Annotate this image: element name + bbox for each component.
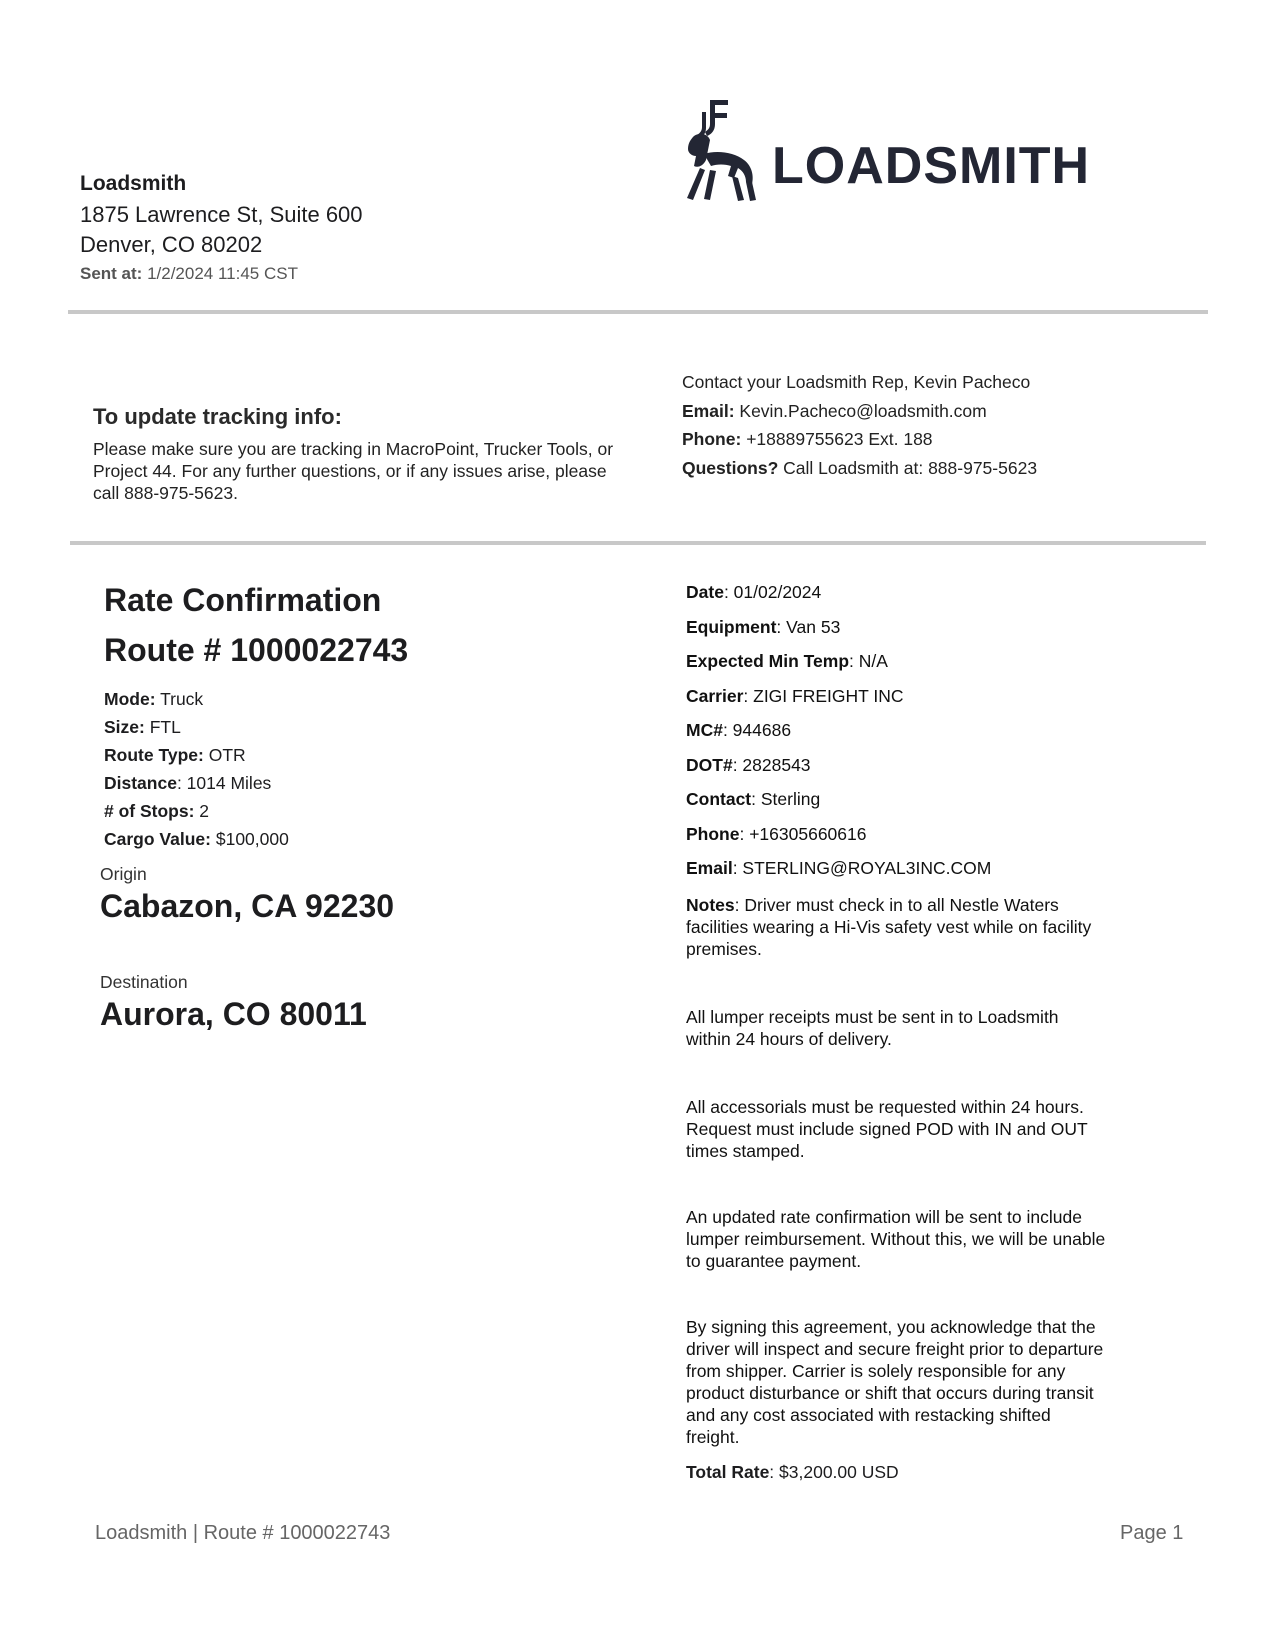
detail-label: DOT#: [686, 754, 733, 775]
detail-label: MC#: [686, 720, 723, 740]
contact-email-value[interactable]: Kevin.Pacheco@loadsmith.com: [739, 400, 987, 421]
destination-value: Aurora, CO 80011: [100, 996, 367, 1032]
sent-at-value: 1/2/2024 11:45 CST: [147, 264, 298, 283]
field-distance: [104, 769, 289, 797]
detail-dot: [686, 755, 991, 790]
detail-email: [686, 858, 991, 893]
footer-page-number: Page 1: [1120, 1522, 1184, 1544]
field-label: Mode:: [104, 689, 156, 709]
field-label: Distance: [104, 773, 177, 793]
detail-equipment: [686, 617, 991, 652]
shipment-fields: [104, 685, 289, 853]
detail-value: : +16305660616: [739, 823, 867, 844]
detail-value[interactable]: : STERLING@ROYAL3INC.COM: [732, 858, 992, 878]
notes: [686, 894, 1106, 960]
detail-label: Date: [686, 582, 724, 602]
contact-block: [682, 368, 1037, 482]
detail-value: : 01/02/2024: [723, 582, 822, 602]
destination-label: Destination: [100, 972, 188, 992]
detail-value: : Sterling: [751, 789, 821, 809]
field-value: FTL: [149, 717, 181, 737]
detail-contact: [686, 789, 991, 824]
section-divider: [70, 541, 1206, 545]
origin-label: Origin: [100, 864, 147, 884]
detail-value: : 944686: [722, 720, 792, 740]
field-route-type: [104, 741, 289, 769]
field-size: [104, 713, 289, 741]
footer-route: Loadsmith | Route # 1000022743: [95, 1522, 391, 1544]
notes-value: : Driver must check in to all Nestle Waters facilities wearing a Hi-Vis safety vest while on facility premises.: [686, 895, 1092, 959]
contact-questions-value: Call Loadsmith at: 888-975-5623: [783, 457, 1038, 478]
detail-value: : Van 53: [776, 616, 841, 637]
detail-mc: [686, 720, 991, 755]
stag-icon: [680, 98, 760, 202]
company-address-line2: Denver, CO 80202: [80, 232, 263, 257]
origin-value: Cabazon, CA 92230: [100, 888, 395, 924]
contact-phone-row: [682, 425, 1037, 454]
total-rate: [686, 1462, 899, 1483]
detail-min-temp: [686, 651, 991, 686]
field-label: Size:: [104, 717, 145, 737]
field-stops: [104, 797, 289, 825]
field-label: # of Stops:: [104, 801, 195, 821]
field-mode: [104, 685, 289, 713]
notes-label: Notes: [686, 895, 735, 915]
field-value: : 1014 Miles: [176, 773, 272, 793]
field-value: Truck: [160, 689, 204, 709]
contact-phone-value: +18889755623 Ext. 188: [746, 429, 933, 449]
detail-carrier: [686, 686, 991, 721]
total-rate-value: : $3,200.00 USD: [769, 1462, 899, 1482]
field-label: Cargo Value:: [104, 829, 211, 849]
detail-phone: [686, 824, 991, 859]
contact-questions-label: Questions?: [682, 457, 779, 478]
field-value: 2: [199, 801, 210, 821]
logo-wordmark: LOADSMITH: [772, 137, 1091, 195]
detail-value: : N/A: [849, 651, 888, 671]
loadsmith-logo: [680, 98, 1150, 206]
detail-label: Expected Min Temp: [686, 651, 850, 671]
route-number-title: Route # 1000022743: [104, 632, 409, 668]
rate-confirmation-title: Rate Confirmation: [104, 582, 382, 618]
contact-email-label: Email:: [682, 400, 735, 421]
contact-rep-line: Contact your Loadsmith Rep, Kevin Pacheco: [682, 372, 1031, 392]
updated-rate-paragraph: An updated rate confirmation will be sent to include lumper reimbursement. Without this, we will be unable to guarantee payment.: [686, 1207, 1106, 1271]
field-cargo-value: [104, 825, 289, 853]
detail-date: [686, 582, 991, 617]
field-value: OTR: [208, 745, 246, 765]
carrier-details: [686, 582, 991, 893]
company-name: Loadsmith: [80, 172, 187, 195]
detail-label: Carrier: [686, 685, 744, 706]
field-value: $100,000: [215, 829, 289, 849]
accessorials-paragraph: All accessorials must be requested within 24 hours. Request must include signed POD with IN and OUT times stamped.: [686, 1097, 1088, 1161]
company-address-line1: 1875 Lawrence St, Suite 600: [80, 202, 363, 227]
contact-email-row: [682, 397, 1037, 426]
tracking-body: Please make sure you are tracking in MacroPoint, Trucker Tools, or Project 44. For any further questions, or if any issues arise, please call 888-975-5623.: [93, 439, 614, 503]
sent-at-label: Sent at:: [80, 264, 143, 283]
agreement-paragraph: By signing this agreement, you acknowledge that the driver will inspect and secure freight prior to departure from shipper. Carrier is solely responsible for any product disturbance or shift that occurs during transit and any cost associated with restacking shifted freight.: [686, 1317, 1104, 1447]
contact-phone-label: Phone:: [682, 429, 742, 449]
detail-label: Phone: [686, 823, 740, 844]
field-label: Route Type:: [104, 745, 204, 765]
tracking-heading: To update tracking info:: [93, 404, 342, 429]
header-divider: [68, 310, 1208, 314]
sent-at: [80, 264, 298, 284]
detail-label: Contact: [686, 789, 752, 809]
lumper-receipts-paragraph: All lumper receipts must be sent in to Loadsmith within 24 hours of delivery.: [686, 1007, 1059, 1049]
detail-value: : 2828543: [732, 754, 811, 775]
contact-questions-row: [682, 454, 1037, 483]
detail-label: Equipment: [686, 616, 777, 637]
detail-value: : ZIGI FREIGHT INC: [743, 685, 904, 706]
detail-label: Email: [686, 858, 733, 878]
total-rate-label: Total Rate: [686, 1462, 770, 1482]
